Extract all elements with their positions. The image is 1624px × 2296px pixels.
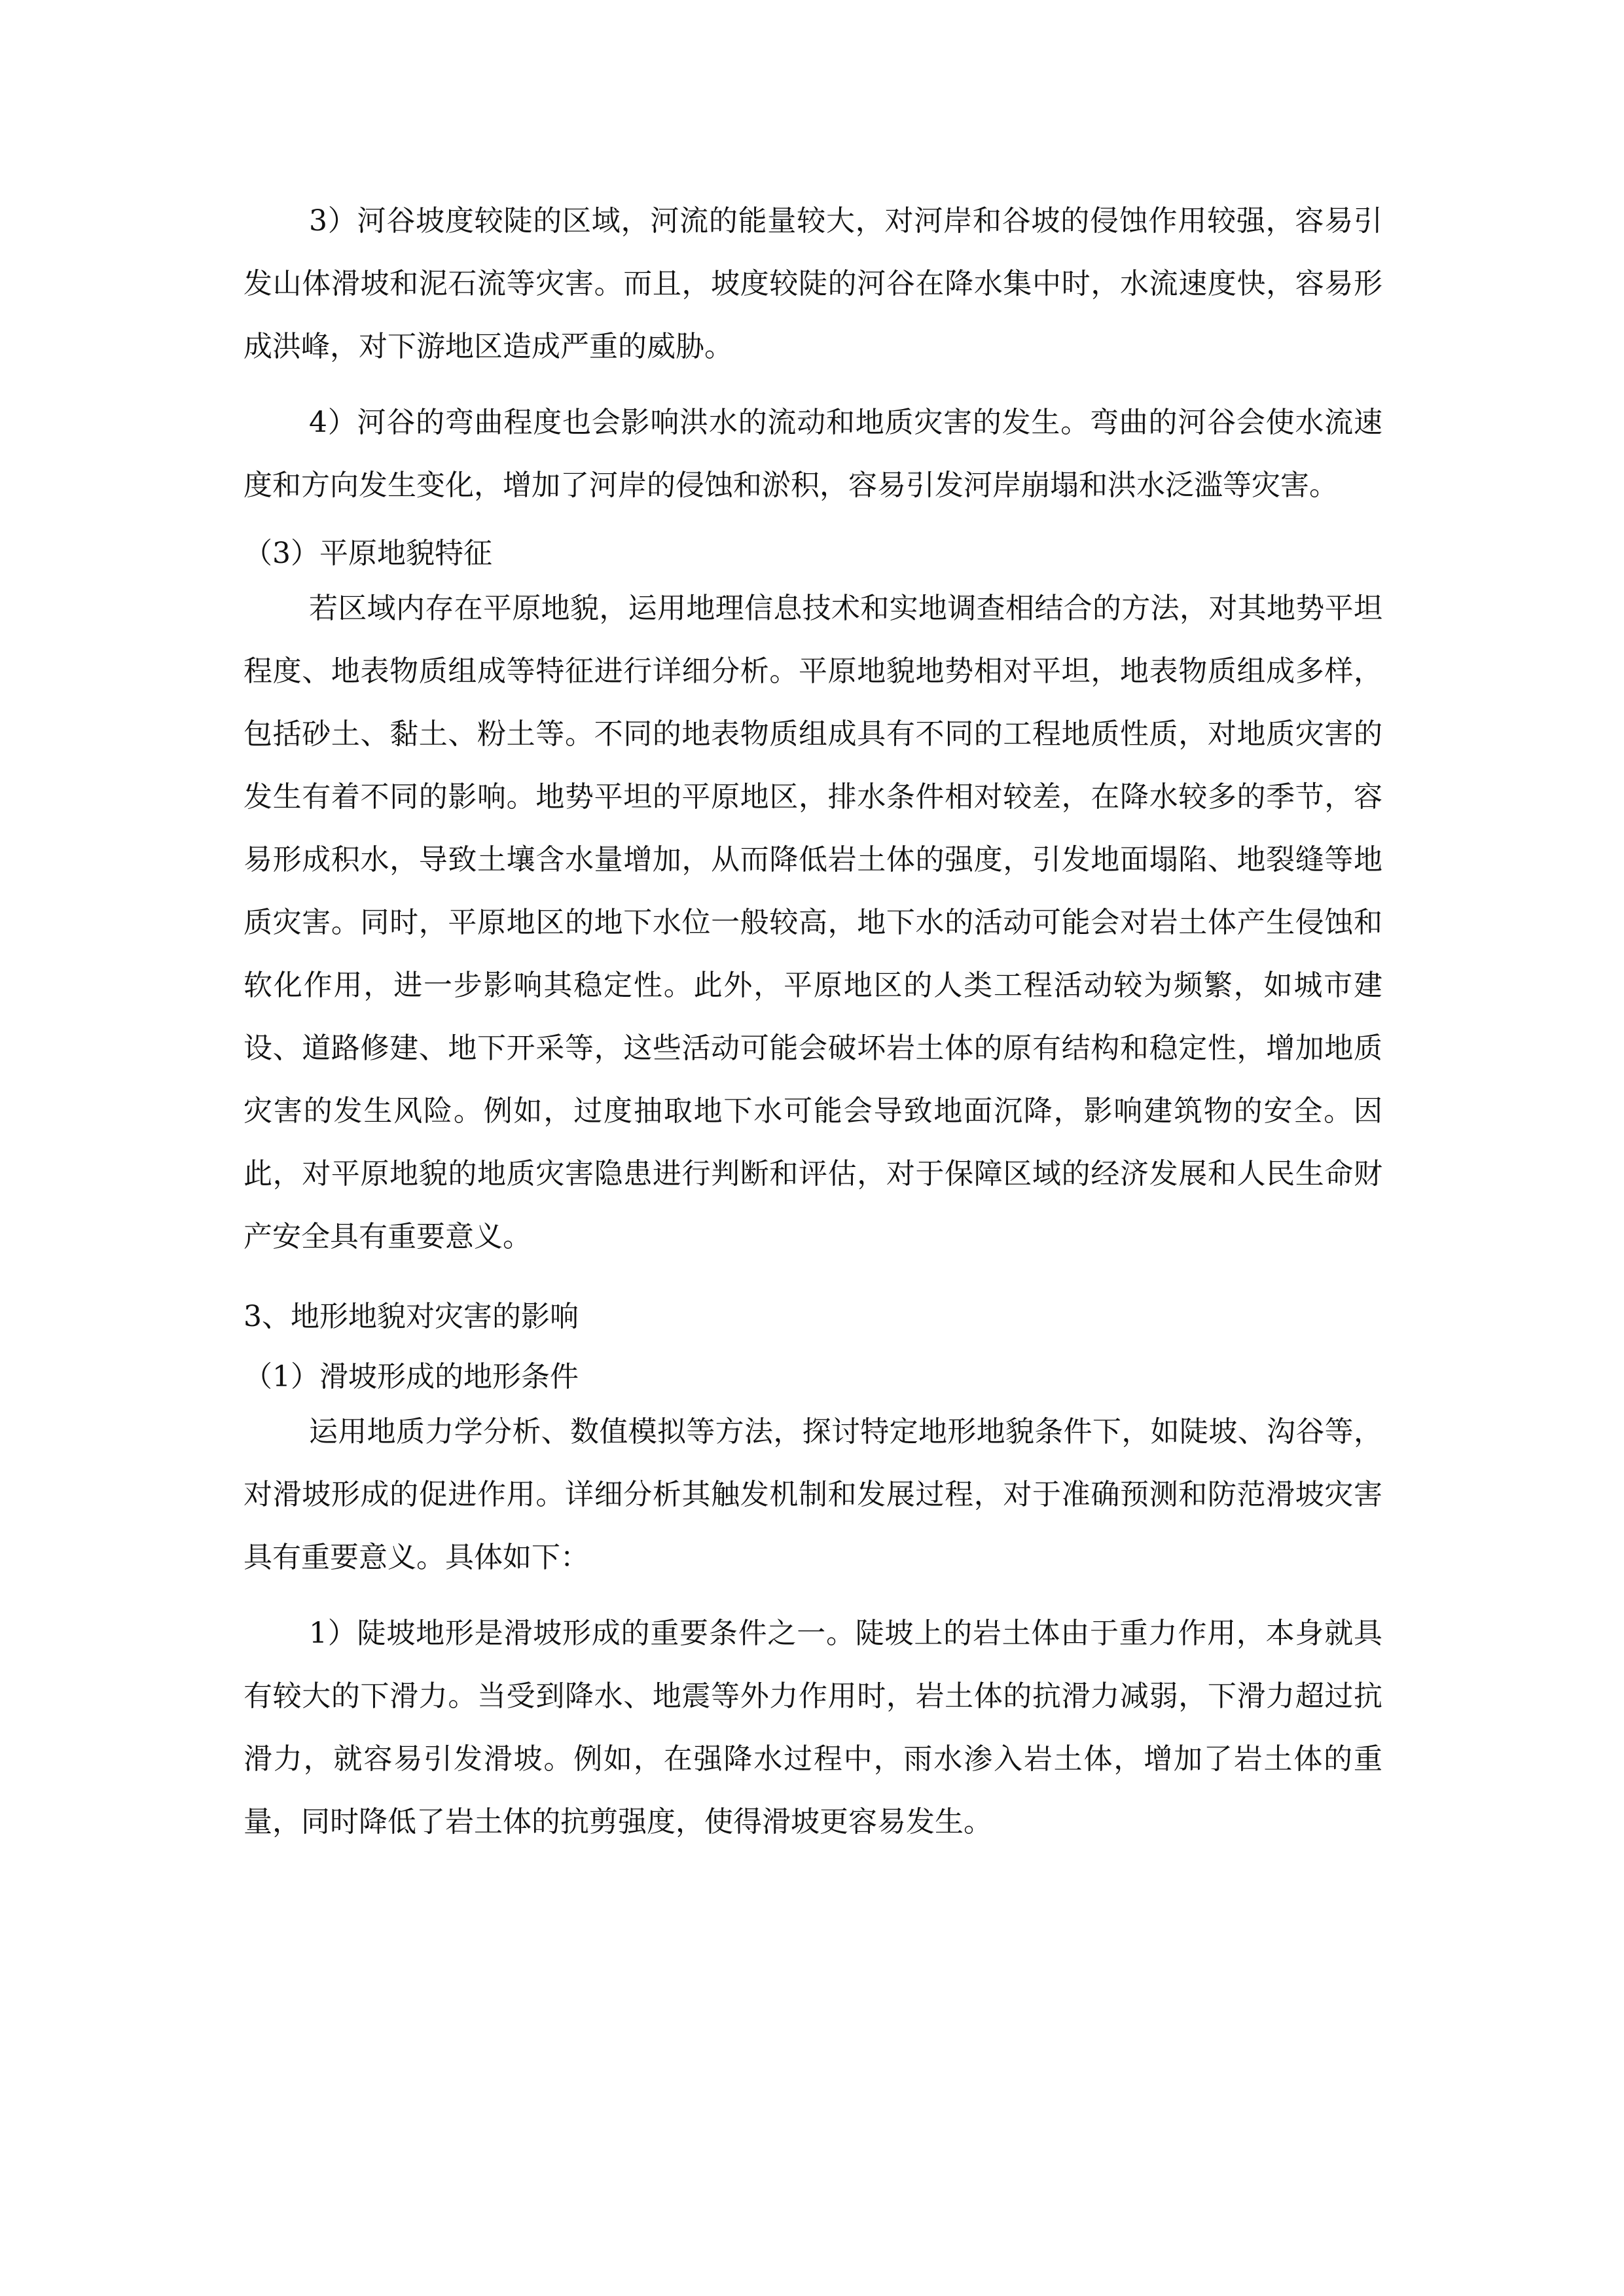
paragraph-steep-slope: 1）陡坡地形是滑坡形成的重要条件之一。陡坡上的岩土体由于重力作用，本身就具有较大的下滑力。当受到降水、地震等外力作用时，岩土体的抗滑力减弱，下滑力超过抗滑力，就容易引发滑坡。例如，在强降水过程中，雨水渗入岩土体，增加了岩土体的重量，同时降低了岩土体的抗剪强度，使得滑坡更容易发生。: [244, 1617, 1382, 1839]
paragraph-plain-landform: 若区域内存在平原地貌，运用地理信息技术和实地调查相结合的方法，对其地势平坦程度、地表物质组成等特征进行详细分析。平原地貌地势相对平坦，地表物质组成多样，包括砂土、黏土、粉土等。不同的地表物质组成具有不同的工程地质性质，对地质灾害的发生有着不同的影响。地势平坦的平原地区，排水条件相对较差，在降水较多的季节，容易形成积水，导致土壤含水量增加，从而降低岩土体的强度，引发地面塌陷、地裂缝等地质灾害。同时，平原地区的地下水位一般较高，地下水的活动可能会对岩土体产生侵蚀和软化作用，进一步影响其稳定性。此外，平原地区的人类工程活动较为频繁，如城市建设、道路修建、地下开采等，这些活动可能会破坏岩土体的原有结构和稳定性，增加地质灾害的发生风险。例如，过度抽取地下水可能会导致地面沉降，影响建筑物的安全。因此，对平原地貌的地质灾害隐患进行判断和评估，对于保障区域的经济发展和人民生命财产安全具有重要意义。: [244, 592, 1382, 1253]
paragraph-valley-bend: 4）河谷的弯曲程度也会影响洪水的流动和地质灾害的发生。弯曲的河谷会使水流速度和方向发生变化，增加了河岸的侵蚀和淤积，容易引发河岸崩塌和洪水泛滥等灾害。: [244, 406, 1382, 502]
subheading-plain-landform: （3）平原地貌特征: [244, 537, 492, 570]
document-body: [244, 190, 1382, 1867]
section-heading-terrain-impact: 3、地形地貌对灾害的影响: [244, 1300, 579, 1333]
subheading-landslide-terrain: （1）滑坡形成的地形条件: [244, 1360, 579, 1393]
paragraph-landslide-intro: 运用地质力学分析、数值模拟等方法，探讨特定地形地貌条件下，如陡坡、沟谷等，对滑坡形成的促进作用。详细分析其触发机制和发展过程，对于准确预测和防范滑坡灾害具有重要意义。具体如下：: [244, 1415, 1382, 1574]
paragraph-valley-slope: 3）河谷坡度较陡的区域，河流的能量较大，对河岸和谷坡的侵蚀作用较强，容易引发山体滑坡和泥石流等灾害。而且，坡度较陡的河谷在降水集中时，水流速度快，容易形成洪峰，对下游地区造成严重的威胁。: [244, 204, 1382, 363]
